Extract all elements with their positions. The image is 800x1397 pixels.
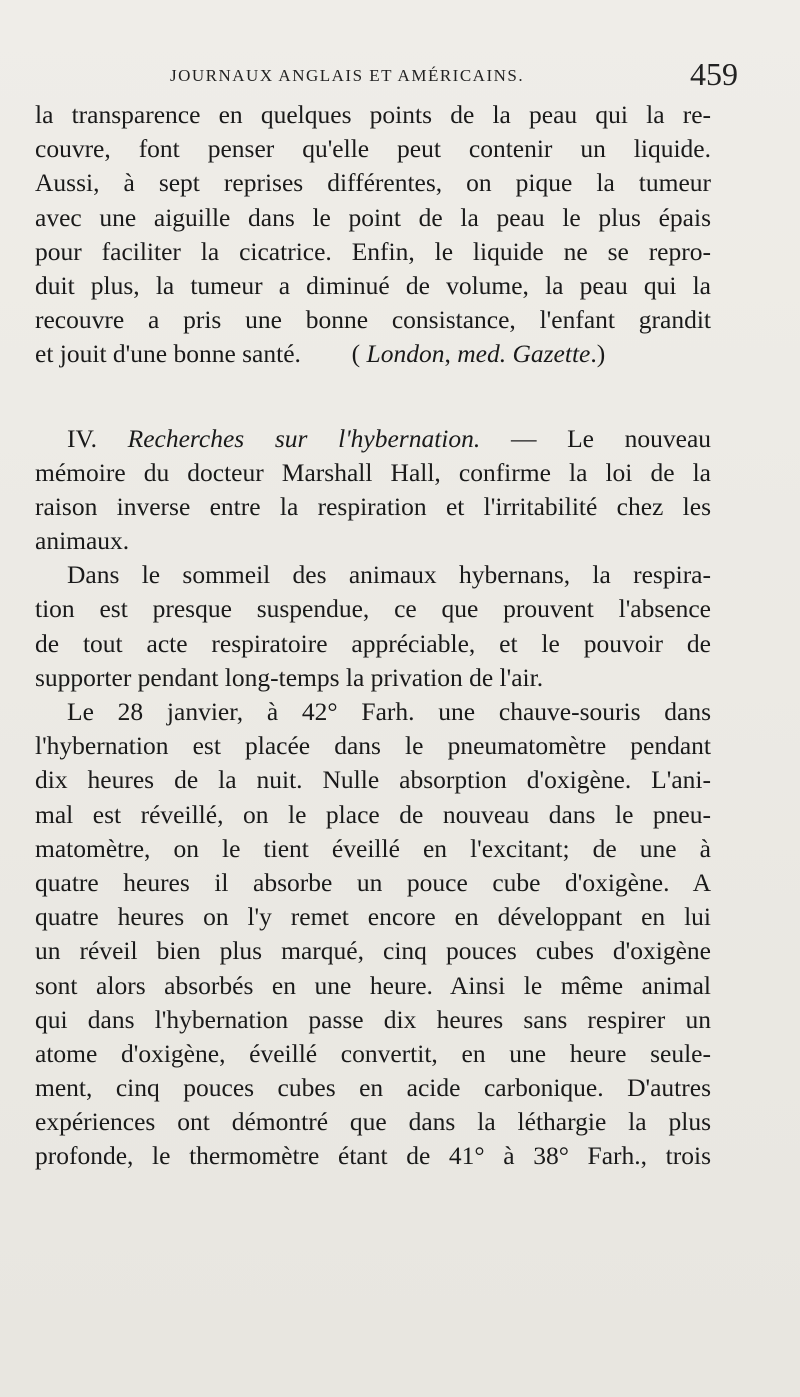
text-line: animaux. <box>35 526 130 556</box>
text-line: la transparence en quelques points de la peau qui la re- <box>35 100 711 129</box>
text-line: duit plus, la tumeur a diminué de volume, la peau qui la <box>35 270 711 300</box>
text-line: atome d'oxigène, éveillé convertit, en une heure seule- <box>35 1038 711 1068</box>
paragraph-continuation <box>35 98 711 372</box>
text-line: dix heures de la nuit. Nulle absorption d'oxigène. L'ani- <box>35 765 711 795</box>
text-line: quatre heures il absorbe un pouce cube d'oxigène. A <box>35 867 711 897</box>
text-line: raison inverse entre la respiration et l'irritabilité chez les <box>35 491 711 521</box>
text-line: matomètre, on le tient éveillé en l'excitant; de une à <box>35 833 711 863</box>
text-fragment: et jouit d'une bonne santé. <box>35 339 301 369</box>
running-title: JOURNAUX ANGLAIS ET AMÉRICAINS. <box>170 66 525 85</box>
text-line: mal est réveillé, on le place de nouveau dans le pneu- <box>35 799 711 829</box>
text-line-with-citation <box>35 337 711 371</box>
text-line: de tout acte respiratoire appréciable, et le pouvoir de <box>35 628 711 658</box>
text-line: Dans le sommeil des animaux hybernans, la respira- <box>67 560 711 590</box>
citation <box>352 339 606 368</box>
text-line: profonde, le thermomètre étant de 41° à 38° Farh., trois <box>35 1141 711 1171</box>
text-line: Aussi, à sept reprises différentes, on pique la tumeur <box>35 168 711 198</box>
text-line: quatre heures on l'y remet encore en développant en lui <box>35 902 711 932</box>
text-line: qui dans l'hybernation passe dix heures sans respirer un <box>35 1004 711 1034</box>
text-line: recouvre a pris une bonne consistance, l'enfant grandit <box>35 305 711 335</box>
text-line: l'hybernation est placée dans le pneumatomètre pendant <box>35 731 711 761</box>
text-line: mémoire du docteur Marshall Hall, confirme la loi de la <box>35 457 711 487</box>
text-line: expériences ont démontré que dans la léthargie la plus <box>35 1107 711 1137</box>
section-iv <box>35 422 711 559</box>
section-gap <box>35 372 711 422</box>
text-line: tion est presque suspendue, ce que prouvent l'absence <box>35 594 711 624</box>
section-heading-line <box>35 422 711 456</box>
paragraph-sleep <box>35 558 711 695</box>
section-number: IV. <box>67 423 97 453</box>
text-line: sont alors absorbés en une heure. Ainsi le même animal <box>35 970 711 1000</box>
text-line: couvre, font penser qu'elle peut contenir un liquide. <box>35 134 711 164</box>
page-header <box>38 58 738 98</box>
citation-source: London <box>366 339 445 369</box>
body-text <box>35 98 711 1174</box>
citation-journal: med. Gazette <box>457 339 591 369</box>
citation-paren-open: ( <box>351 339 367 369</box>
section-title: Recherches sur l'hybernation. <box>127 423 481 453</box>
text-line: un réveil bien plus marqué, cinq pouces cubes d'oxigène <box>35 936 711 966</box>
text-line: pour faciliter la cicatrice. Enfin, le liquide ne se repro- <box>35 236 711 266</box>
text-line: Le 28 janvier, à 42° Farh. une chauve-souris dans <box>67 697 711 726</box>
text-line: supporter pendant long-temps la privation de l'air. <box>35 662 544 692</box>
text-line: avec une aiguille dans le point de la peau le plus épais <box>35 202 711 232</box>
paragraph-experiment <box>35 695 711 1174</box>
citation-sep: , <box>444 339 458 369</box>
page-number: 459 <box>690 56 738 92</box>
citation-paren-close: .) <box>590 339 606 369</box>
text-fragment: — Le nouveau <box>510 423 711 453</box>
text-line: ment, cinq pouces cubes en acide carbonique. D'autres <box>35 1073 711 1103</box>
